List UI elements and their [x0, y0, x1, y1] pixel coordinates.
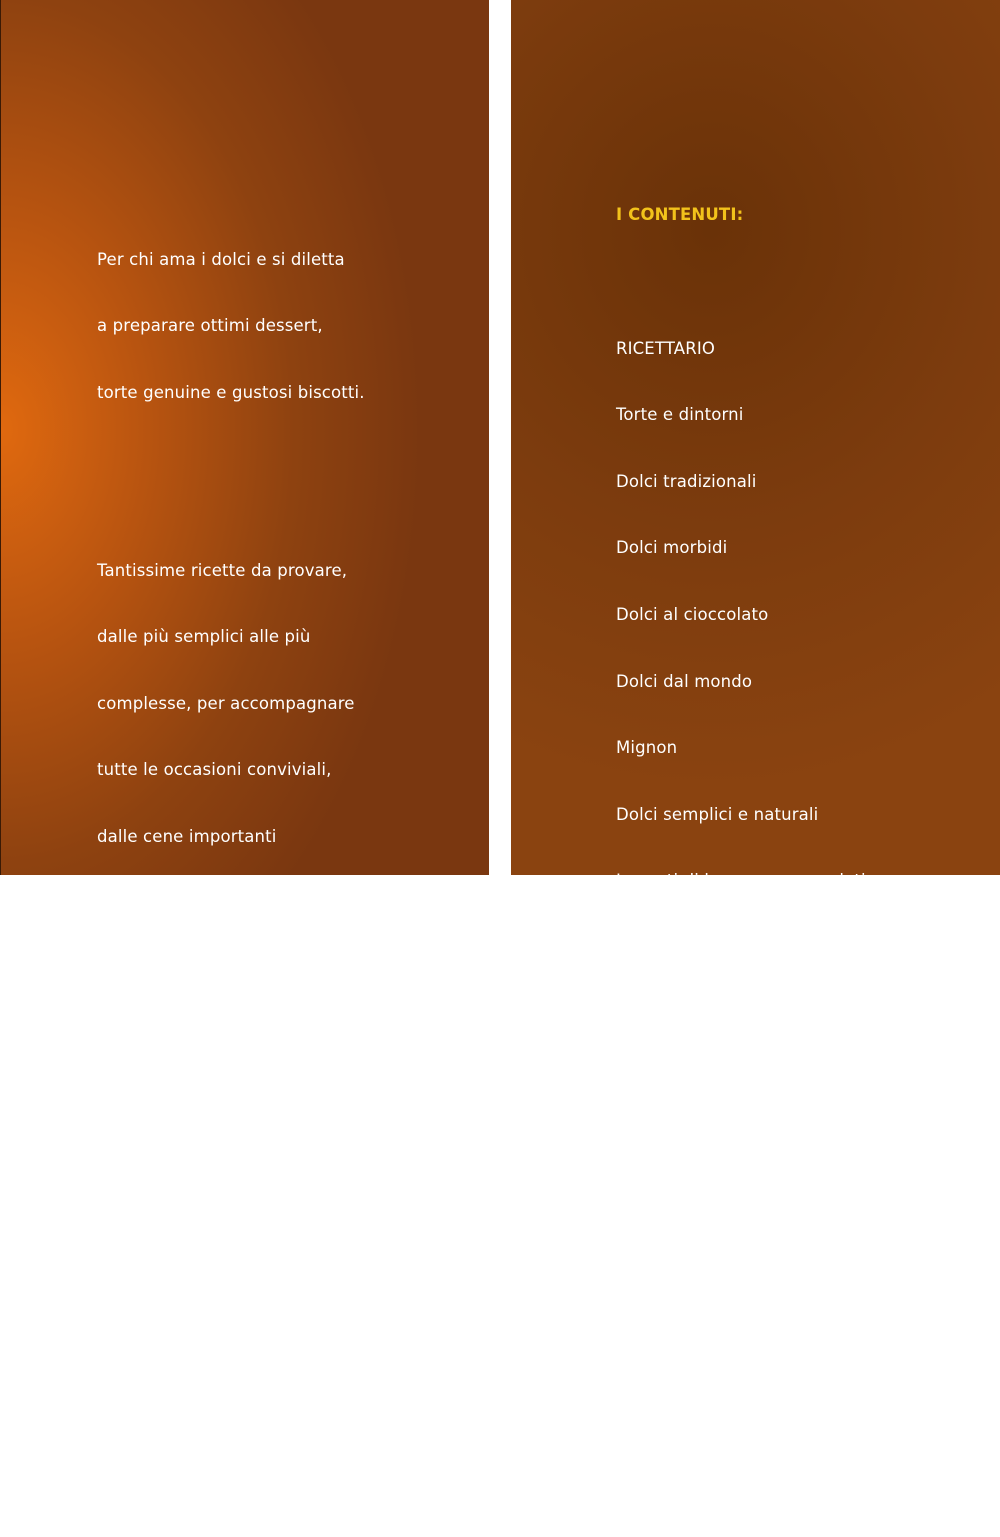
left-body-text [97, 160, 383, 1537]
closing-paragraph [97, 1292, 383, 1470]
text-line: Tantissime ricette da provare, [97, 560, 348, 580]
text-line: per volersi bene. [97, 1404, 239, 1424]
right-page [511, 0, 1000, 1024]
text-line: complesse, per accompagnare [97, 693, 355, 713]
contents-item: Dolci morbidi [616, 538, 728, 558]
text-line: in tavola colazioni sane e genuine [97, 1093, 383, 1113]
ingredient-index-item: Indice degli ingredienti [616, 1004, 809, 1024]
intro-paragraph [97, 204, 383, 448]
contents-item: Impasti di base, creme, gelati [616, 871, 866, 891]
text-line: dal brunch alla merenda [97, 960, 303, 980]
text-line: per i bambini o per mettere [97, 1026, 330, 1046]
contents-item: Dolci tradizionali [616, 471, 757, 491]
contents-item: Dolci al cioccolato [616, 605, 769, 625]
text-line: tutte le occasioni conviviali, [97, 760, 332, 780]
text-line: dalle cene importanti [97, 827, 277, 847]
contents-item: Dolci dal mondo [616, 671, 753, 691]
text-line: a preparare ottimi dessert, [97, 316, 323, 336]
contents-list [616, 160, 866, 1070]
text-line: e cominciare bene la giornata. [97, 1160, 354, 1180]
text-line: Per chi ama i dolci e si diletta [97, 249, 345, 269]
recipe-sections [616, 293, 866, 937]
text-line: Un “comfort book” [97, 1337, 255, 1357]
section-title: RICETTARIO [616, 338, 715, 358]
description-paragraph [97, 515, 383, 1226]
contents-item: Mignon [616, 738, 678, 758]
left-page [0, 0, 489, 1424]
contents-item: Torte e dintorni [616, 405, 744, 425]
text-line: dalle più semplici alle più [97, 627, 311, 647]
text-line: torte genuine e gustosi biscotti. [97, 383, 365, 403]
contents-item: Dolci semplici e naturali [616, 804, 819, 824]
contents-heading: I CONTENUTI: [616, 205, 744, 225]
text-line: ai tradizionali pranzi in famiglia, [97, 893, 368, 913]
